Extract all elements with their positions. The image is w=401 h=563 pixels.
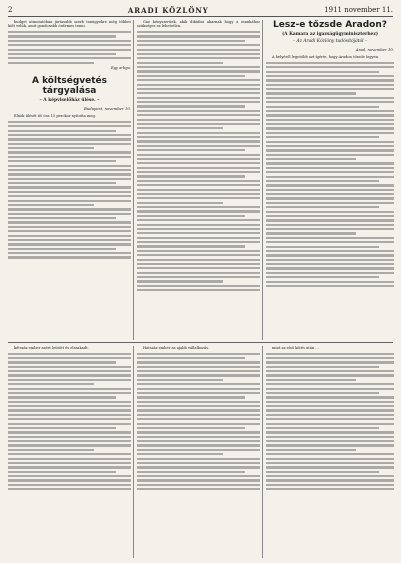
- column-rule: [133, 20, 134, 340]
- section-divider: [8, 342, 393, 343]
- opening-paragraph: budget utmutatóban jártasabb szerb tanügyekre még többet költ velük, amit gondosabb ördemes tenni.: [8, 20, 131, 29]
- signature: Egy arbgu.: [110, 66, 131, 70]
- page-header: [8, 4, 393, 17]
- article-subtitle: – A képviselőház ülése. –: [39, 98, 100, 104]
- column-rule: [133, 346, 134, 558]
- column-rule: [262, 20, 263, 340]
- column-1: [8, 20, 131, 340]
- bottom-column-3: [266, 346, 394, 558]
- article-title: Lesz-e tőzsde Aradon?: [273, 20, 387, 30]
- page-number: 2: [8, 6, 13, 14]
- bottom-column-2-lead: Hatszáz ember az ujabb vállalkozás.: [143, 346, 210, 350]
- column-rule: [262, 346, 263, 558]
- article-lead: Elnök ülését 60 óra 15 perckor nyitotta meg.: [14, 114, 96, 119]
- article-lead: A helyéről legutóbb azt ígérte, hogy Aradon tőzsde legyen.: [272, 55, 380, 60]
- issue-date: 1911 november 11.: [324, 6, 393, 14]
- column-2: [137, 20, 260, 340]
- article-source: – Az Aradi Közlöny tudósítójától –: [292, 39, 368, 45]
- article-subtitle: (A Kamara az igazságügyminiszterhez): [282, 32, 378, 37]
- bottom-column-1: [8, 346, 131, 558]
- bottom-column-2: [137, 346, 260, 558]
- article-title: A költségvetés tárgyalása: [31, 76, 108, 97]
- dateline: Budapest, november 10.: [84, 105, 131, 111]
- dateline: Arad, november 10.: [355, 46, 394, 52]
- column-2-lead: Gaz kényszerűek, akik diktálni akarnak hogy a munkához szükséges ez lehetetlen.: [137, 20, 260, 29]
- column-3: [266, 20, 394, 340]
- masthead: ARADI KÖZLÖNY: [127, 5, 209, 15]
- bottom-column-3-lead: mint az első kötés után ...: [272, 346, 319, 350]
- bottom-column-1-lead: kétszáz ember azért leütött és elszakadt.: [14, 346, 89, 350]
